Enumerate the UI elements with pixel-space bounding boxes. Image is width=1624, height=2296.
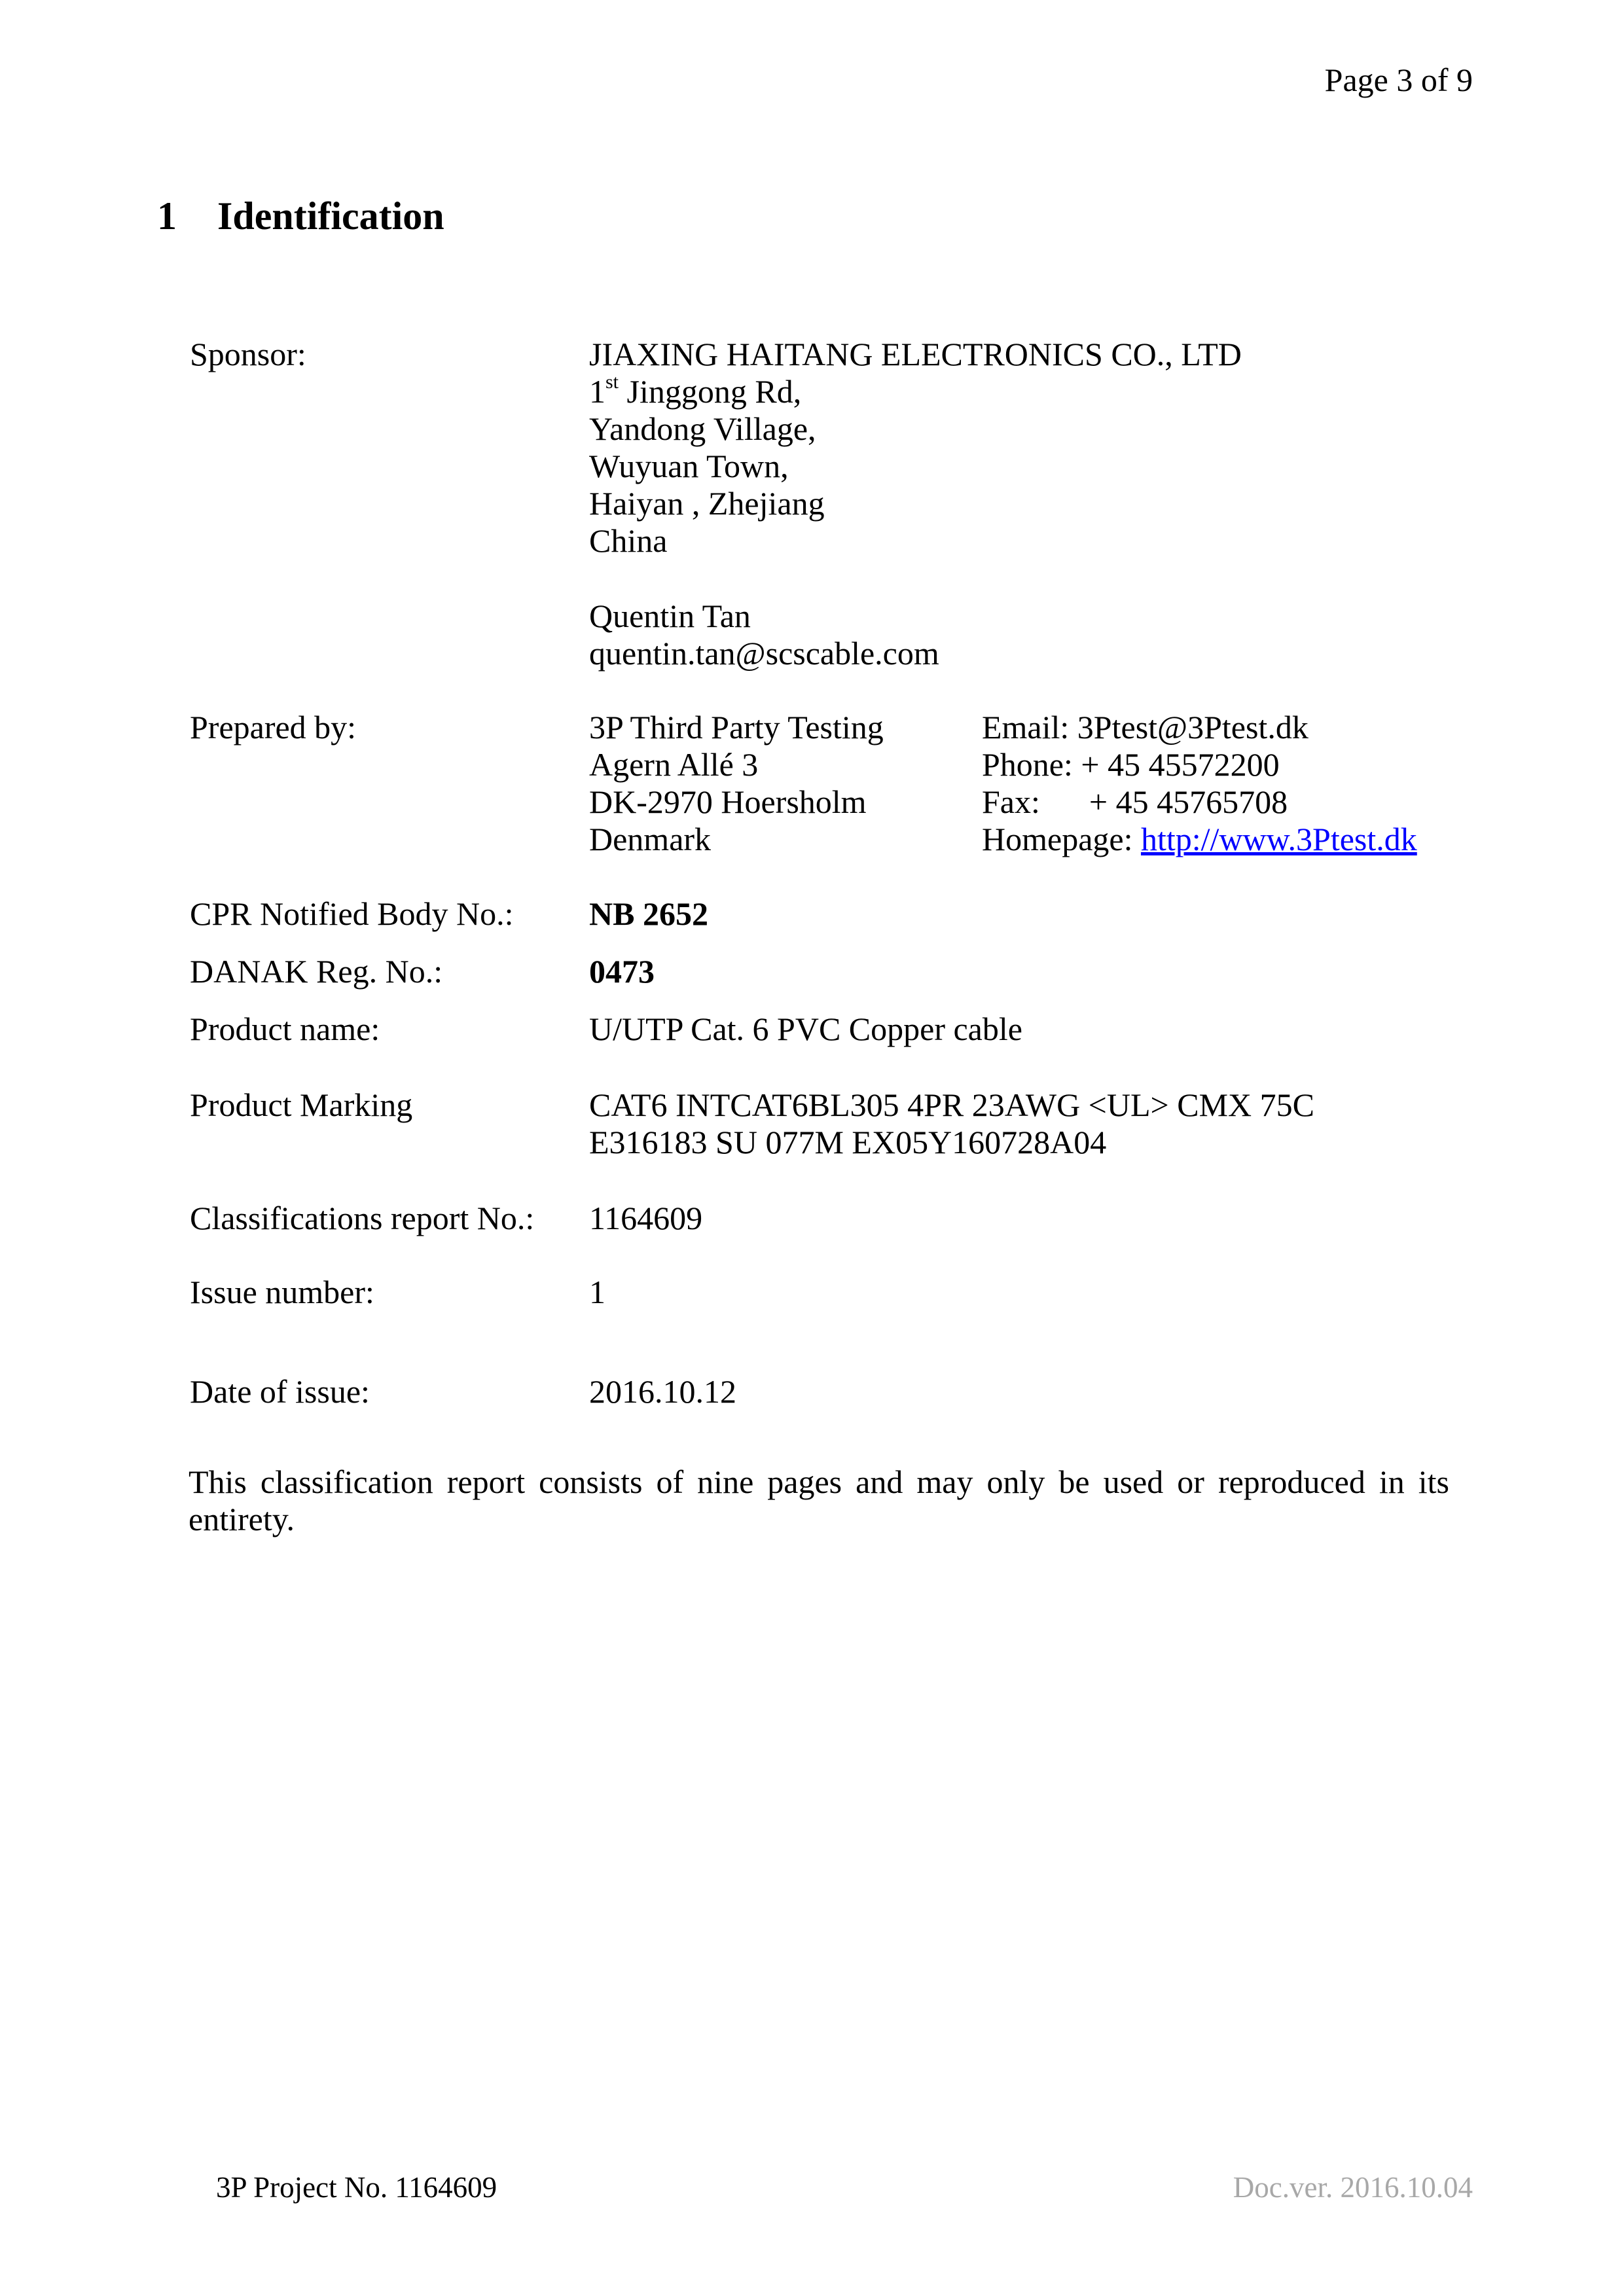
section-heading [157, 194, 444, 239]
sponsor-address-line-1 [589, 373, 1242, 410]
issue-number-value: 1 [589, 1274, 605, 1310]
address-street: Jinggong Rd, [619, 373, 802, 410]
sponsor-address-line-2: Yandong Village, [589, 410, 816, 447]
danak-label: DANAK Reg. No.: [190, 953, 443, 990]
sponsor-contact-email: quentin.tan@scscable.com [589, 635, 939, 672]
address-number: 1 [589, 373, 605, 410]
page-number: Page 3 of 9 [1324, 62, 1473, 98]
product-name-value: U/UTP Cat. 6 PVC Copper cable [589, 1011, 1022, 1047]
cpr-label: CPR Notified Body No.: [190, 895, 514, 932]
prepared-by-fax: Fax: + 45 45765708 [982, 783, 1288, 820]
prepared-by-city: DK-2970 Hoersholm [589, 783, 867, 820]
issue-number-label: Issue number: [190, 1274, 374, 1310]
cpr-value: NB 2652 [589, 895, 708, 932]
homepage-link[interactable]: http://www.3Ptest.dk [1140, 821, 1417, 857]
product-marking-line-2: E316183 SU 077M EX05Y160728A04 [589, 1124, 1107, 1160]
product-marking-line-1: CAT6 INTCAT6BL305 4PR 23AWG <UL> CMX 75C [589, 1086, 1314, 1123]
product-marking-value [589, 1086, 1314, 1161]
sponsor-address-line-4: Haiyan , Zhejiang [589, 485, 825, 522]
footer-project-number: 3P Project No. 1164609 [216, 2171, 497, 2204]
section-number: 1 [157, 194, 177, 238]
footer-doc-version: Doc.ver. 2016.10.04 [1233, 2171, 1473, 2204]
sponsor-address-line-5: China [589, 522, 668, 559]
danak-value: 0473 [589, 953, 655, 990]
entirety-note: This classification report consists of nine pages and may only be used or reproduced in its entirety. [189, 1463, 1449, 1537]
sponsor-company: JIAXING HAITANG ELECTRONICS CO., LTD [589, 336, 1242, 372]
sponsor-contact-name: Quentin Tan [589, 598, 751, 634]
section-title: Identification [217, 194, 444, 238]
prepared-by-phone: Phone: + 45 45572200 [982, 746, 1280, 783]
prepared-by-country: Denmark [589, 821, 712, 857]
sponsor-address-block [589, 336, 1242, 560]
report-no-value: 1164609 [589, 1200, 703, 1236]
date-of-issue-value: 2016.10.12 [589, 1373, 736, 1410]
product-name-label: Product name: [190, 1011, 380, 1047]
prepared-by-email: Email: 3Ptest@3Ptest.dk [982, 709, 1308, 745]
prepared-by-homepage [982, 821, 1417, 858]
prepared-by-company: 3P Third Party Testing [589, 709, 884, 745]
prepared-by-label: Prepared by: [190, 709, 357, 745]
sponsor-label: Sponsor: [190, 336, 306, 372]
sponsor-address-line-3: Wuyuan Town, [589, 448, 789, 484]
prepared-by-contact-block [982, 709, 1417, 858]
prepared-by-address-block [589, 709, 884, 858]
product-marking-label: Product Marking [190, 1086, 413, 1123]
prepared-by-street: Agern Allé 3 [589, 746, 759, 783]
ordinal-suffix: st [605, 371, 619, 393]
date-of-issue-label: Date of issue: [190, 1373, 370, 1410]
homepage-label: Homepage: [982, 821, 1141, 857]
report-no-label: Classifications report No.: [190, 1200, 535, 1236]
sponsor-contact-block [589, 598, 939, 672]
